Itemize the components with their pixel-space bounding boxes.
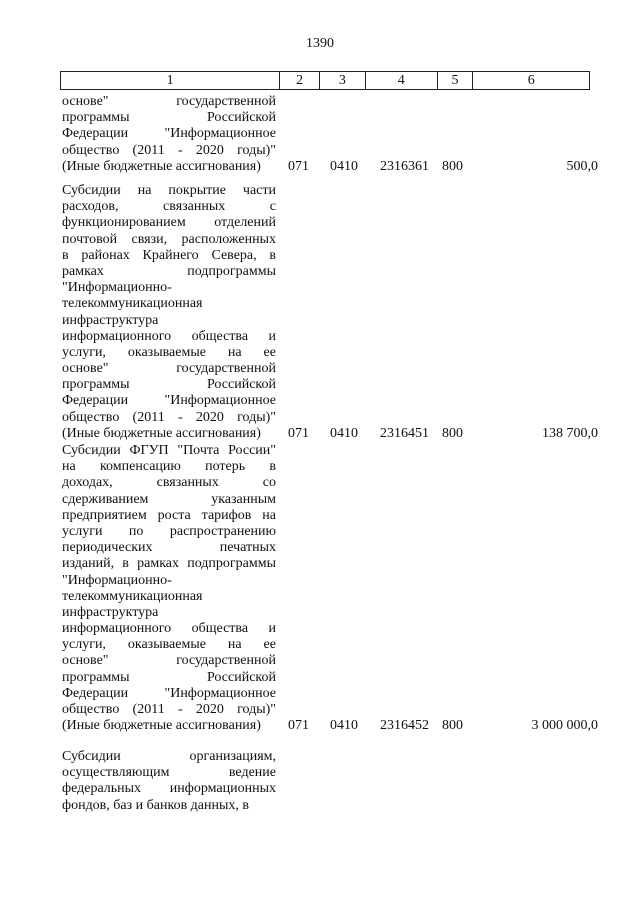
description-line: сдерживанием указанным (62, 491, 276, 507)
description-line: информационного общества и (62, 328, 276, 344)
description-line: доходах, связанных со (62, 475, 276, 491)
description-line: телекоммуникационная (62, 296, 203, 312)
row-description (62, 749, 276, 814)
description-line: Субсидии ФГУП "Почта России" (62, 443, 276, 458)
column-header-4: 4 (366, 72, 438, 89)
ministry-code: 071 (288, 158, 309, 174)
expense-type-code: 800 (442, 426, 463, 441)
description-line: основе" государственной (62, 94, 276, 109)
description-line: в районах Крайнего Севера, в (62, 247, 276, 263)
description-line: почтовой связи, расположенных (62, 231, 276, 247)
description-line: основе" государственной (62, 653, 276, 669)
amount-value: 3 000 000,0 (531, 718, 598, 734)
row-codes (62, 426, 602, 442)
section-code: 0410 (330, 718, 358, 734)
description-line: (Иные бюджетные ассигнования) (62, 718, 261, 734)
table-row (62, 183, 602, 442)
description-line: рамках подпрограммы (62, 263, 276, 279)
expense-type-code: 800 (442, 718, 463, 734)
description-line: общество (2011 - 2020 годы)" (62, 702, 276, 717)
description-line: услуги, оказываемые на ее (62, 637, 276, 653)
page-number: 1390 (306, 36, 334, 51)
target-article-code: 2316361 (380, 158, 429, 174)
description-line: инфраструктура (62, 604, 159, 620)
description-line: общество (2011 - 2020 годы)" (62, 409, 276, 425)
amount-value: 500,0 (566, 158, 598, 174)
description-line: функционированием отделений (62, 215, 276, 231)
amount-value: 138 700,0 (542, 426, 598, 441)
target-article-code: 2316452 (380, 718, 429, 734)
table-column-header (60, 71, 590, 90)
column-header-5: 5 (438, 72, 474, 89)
section-code: 0410 (330, 426, 358, 441)
description-line: периодических печатных (62, 540, 276, 556)
description-line: программы Российской (62, 110, 276, 126)
description-line: услуги, оказываемые на ее (62, 344, 276, 360)
description-line: "Информационно- (62, 280, 172, 296)
description-line: общество (2011 - 2020 годы)" (62, 142, 276, 158)
table-row (62, 443, 602, 734)
description-line: федеральных информационных (62, 781, 276, 797)
column-header-1: 1 (61, 72, 280, 89)
description-line: услуги по распространению (62, 523, 276, 539)
description-line: "Информационно- (62, 572, 172, 588)
column-header-3: 3 (320, 72, 366, 89)
description-line: фондов, баз и банков данных, в (62, 797, 250, 813)
description-line: Субсидии организациям, (62, 749, 276, 764)
description-line: расходов, связанных с (62, 199, 276, 215)
description-line: (Иные бюджетные ассигнования) (62, 158, 261, 174)
expense-type-code: 800 (442, 158, 463, 174)
row-codes (62, 159, 602, 175)
description-line: осуществляющим ведение (62, 765, 276, 781)
table-row (62, 749, 602, 814)
description-line: Федерации "Информационное (62, 685, 276, 701)
description-line: телекоммуникационная (62, 588, 203, 604)
description-line: Федерации "Информационное (62, 126, 276, 142)
description-line: программы Российской (62, 669, 276, 685)
description-line: изданий, в рамках подпрограммы (62, 556, 276, 572)
table-row (62, 94, 602, 175)
description-line: Федерации "Информационное (62, 393, 276, 409)
description-line: Субсидии на покрытие части (62, 183, 276, 198)
row-codes (62, 718, 602, 734)
description-line: предприятием роста тарифов на (62, 507, 276, 523)
description-line: информационного общества и (62, 621, 276, 637)
description-line: инфраструктура (62, 312, 159, 328)
row-description (62, 443, 276, 734)
column-header-2: 2 (280, 72, 320, 89)
row-description (62, 183, 276, 442)
description-line: основе" государственной (62, 361, 276, 377)
description-line: (Иные бюджетные ассигнования) (62, 425, 261, 441)
section-code: 0410 (330, 158, 358, 174)
description-line: на компенсацию потерь в (62, 459, 276, 475)
ministry-code: 071 (288, 426, 309, 441)
ministry-code: 071 (288, 718, 309, 734)
description-line: программы Российской (62, 377, 276, 393)
target-article-code: 2316451 (380, 426, 429, 441)
column-header-6: 6 (527, 73, 535, 88)
